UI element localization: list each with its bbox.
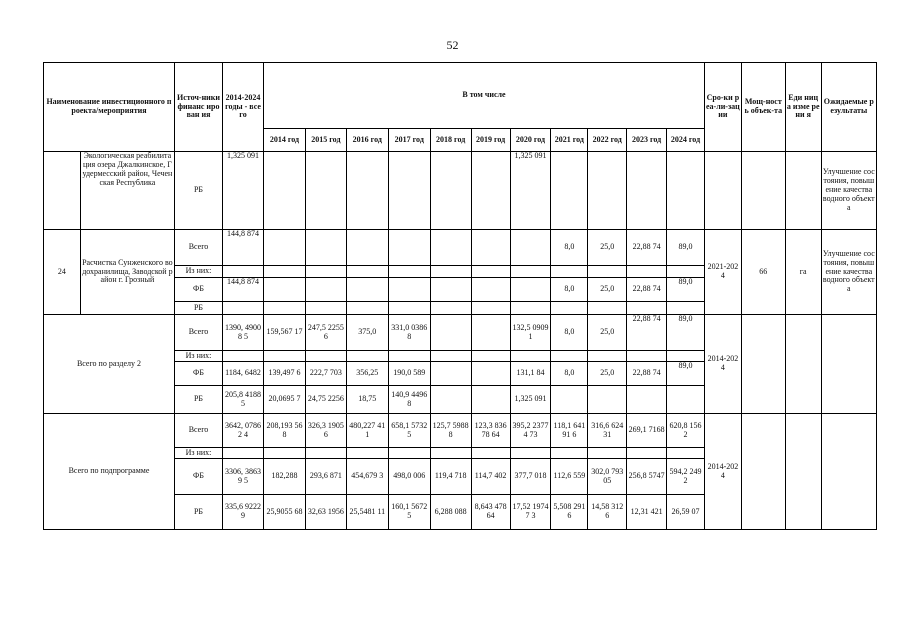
total-value: 1390, 49008 5 [223,315,264,351]
year-value: 326,3 19056 [305,414,346,448]
unit: га [785,230,821,315]
project-name: Экологическая реабилитация озера Джалкинское, Гудермесский район, Чеченская Республика [80,152,174,230]
year-value: 302,0 79305 [588,459,627,495]
year-value: 140,9 44968 [388,386,430,414]
table-row [44,152,877,230]
year-value [388,230,430,266]
year-value [471,315,510,351]
year-value: 32,63 1956 [305,495,346,530]
year-value: 8,643 47864 [471,495,510,530]
year-value: 89,0 [667,315,705,351]
year-value: 20,0695 7 [263,386,305,414]
year-value: 293,6 871 [305,459,346,495]
year-value: 25,5481 11 [346,495,388,530]
term: 2021-2024 [704,230,741,315]
year-value [305,230,346,266]
header-year: 2020 год [510,129,551,152]
header-results: Ожидаемые результаты [821,63,876,152]
total-value: 335,6 92229 [223,495,264,530]
header-unit: Еди ниц а изме рени я [785,63,821,152]
header-capacity: Мощ-ность объек-та [741,63,785,152]
total-value: 144,8 874 [223,230,264,266]
year-value: 8,0 [551,278,588,302]
header-year: 2015 год [305,129,346,152]
year-value: 119,4 718 [430,459,471,495]
year-value: 8,0 [551,315,588,351]
year-value: 222,7 703 [305,362,346,386]
year-value: 139,497 6 [263,362,305,386]
header-name: Наименование инвестиционного проекта/мероприятия [44,63,175,152]
capacity [741,152,785,230]
year-value: 395,2 23774 73 [510,414,551,448]
year-value [430,230,471,266]
year-value: 22,88 74 [627,362,667,386]
header-source: Источ-ники финанс ирован ия [174,63,222,152]
year-value: 356,25 [346,362,388,386]
header-year: 2018 год [430,129,471,152]
funding-source: РБ [174,495,222,530]
total-value: 3306, 38639 5 [223,459,264,495]
funding-source: ФБ [174,278,222,302]
year-value: 182,288 [263,459,305,495]
total-value: 1,325 091 [223,152,264,230]
header-year: 2023 год [627,129,667,152]
unit [785,152,821,230]
year-value: 208,193 568 [263,414,305,448]
year-value: 89,0 [667,362,705,386]
total-value: 3642, 07862 4 [223,414,264,448]
year-value: 118,1 64191 6 [551,414,588,448]
capacity: 66 [741,230,785,315]
year-value: 26,59 07 [667,495,705,530]
funding-source: Из них: [174,266,222,278]
year-value: 160,1 56725 [388,495,430,530]
term: 2014-2024 [704,315,741,414]
year-value: 25,0 [588,362,627,386]
year-value: 1,325 091 [510,386,551,414]
section-total-label: Всего по разделу 2 [44,315,175,414]
header-including: В том числе [263,63,704,129]
header-year: 2017 год [388,129,430,152]
funding-source: РБ [174,302,222,315]
year-value: 18,75 [346,386,388,414]
header-year: 2022 год [588,129,627,152]
capacity [741,315,785,414]
year-value: 256,8 5747 [627,459,667,495]
year-value: 269,1 7168 [627,414,667,448]
year-value: 480,227 411 [346,414,388,448]
year-value [551,152,588,230]
year-value: 6,288 088 [430,495,471,530]
row-number [44,152,81,230]
year-value [667,152,705,230]
year-value [471,152,510,230]
header-total: 2014-2024 годы - всего [223,63,264,152]
header-term: Сро-ки реа-ли-зации [704,63,741,152]
funding-source: Из них: [174,448,222,459]
year-value: 8,0 [551,362,588,386]
year-value: 1,325 091 [510,152,551,230]
year-value: 22,88 74 [627,230,667,266]
year-value: 12,31 421 [627,495,667,530]
year-value: 454,679 3 [346,459,388,495]
expected-results: Улучшение состояния, повышение качества водного объекта [821,230,876,315]
year-value [388,152,430,230]
header-year: 2021 год [551,129,588,152]
year-value: 25,0 [588,278,627,302]
funding-source: РБ [174,152,222,230]
header-year: 2016 год [346,129,388,152]
year-value: 375,0 [346,315,388,351]
year-value: 498,0 006 [388,459,430,495]
table-row [44,315,877,351]
year-value: 377,7 018 [510,459,551,495]
page-number: 52 [446,38,459,52]
table-row [44,414,877,448]
year-value: 24,75 2256 [305,386,346,414]
year-value: 190,0 589 [388,362,430,386]
year-value: 316,6 62431 [588,414,627,448]
year-value [588,152,627,230]
year-value [305,152,346,230]
year-value: 114,7 402 [471,459,510,495]
year-value: 658,1 57325 [388,414,430,448]
row-number: 24 [44,230,81,315]
subprogram-total-label: Всего по подпрограмме [44,414,175,530]
investment-table [43,62,877,530]
year-value [430,315,471,351]
funding-source: Всего [174,315,222,351]
total-value: 1184, 6482 [223,362,264,386]
year-value [471,230,510,266]
year-value: 131,1 84 [510,362,551,386]
total-value: 144,8 874 [223,278,264,302]
year-value: 331,0 03868 [388,315,430,351]
funding-source: ФБ [174,362,222,386]
header-year: 2014 год [263,129,305,152]
year-value [263,152,305,230]
term [704,152,741,230]
year-value: 89,0 [667,230,705,266]
year-value: 25,9055 68 [263,495,305,530]
year-value: 14,58 3126 [588,495,627,530]
year-value: 22,88 74 [627,278,667,302]
year-value: 89,0 [667,278,705,302]
year-value: 620,8 1562 [667,414,705,448]
funding-source: Всего [174,414,222,448]
funding-source: Из них: [174,351,222,362]
year-value [263,230,305,266]
year-value: 25,0 [588,315,627,351]
year-value: 125,7 59888 [430,414,471,448]
year-value: 17,52 19747 3 [510,495,551,530]
expected-results [821,414,876,530]
year-value: 8,0 [551,230,588,266]
year-value: 594,2 2492 [667,459,705,495]
funding-source: ФБ [174,459,222,495]
unit [785,414,821,530]
expected-results: Улучшение состояния, повышение качества водного объекта [821,152,876,230]
term: 2014-2024 [704,414,741,530]
capacity [741,414,785,530]
year-value [346,230,388,266]
header-year: 2024 год [667,129,705,152]
project-name: Расчистка Сунженского водохранилища, Заводской район г. Грозный [80,230,174,315]
year-value: 132,5 09091 [510,315,551,351]
year-value: 22,88 74 [627,315,667,351]
year-value [510,230,551,266]
year-value [627,152,667,230]
year-value: 112,6 559 [551,459,588,495]
year-value: 123,3 83678 64 [471,414,510,448]
funding-source: Всего [174,230,222,266]
header-year: 2019 год [471,129,510,152]
year-value [346,152,388,230]
expected-results [821,315,876,414]
year-value: 5,508 2916 [551,495,588,530]
total-value: 205,8 41885 [223,386,264,414]
year-value [430,152,471,230]
unit [785,315,821,414]
year-value: 25,0 [588,230,627,266]
funding-source: РБ [174,386,222,414]
year-value: 159,567 17 [263,315,305,351]
table-row [44,230,877,266]
year-value: 247,5 22556 [305,315,346,351]
